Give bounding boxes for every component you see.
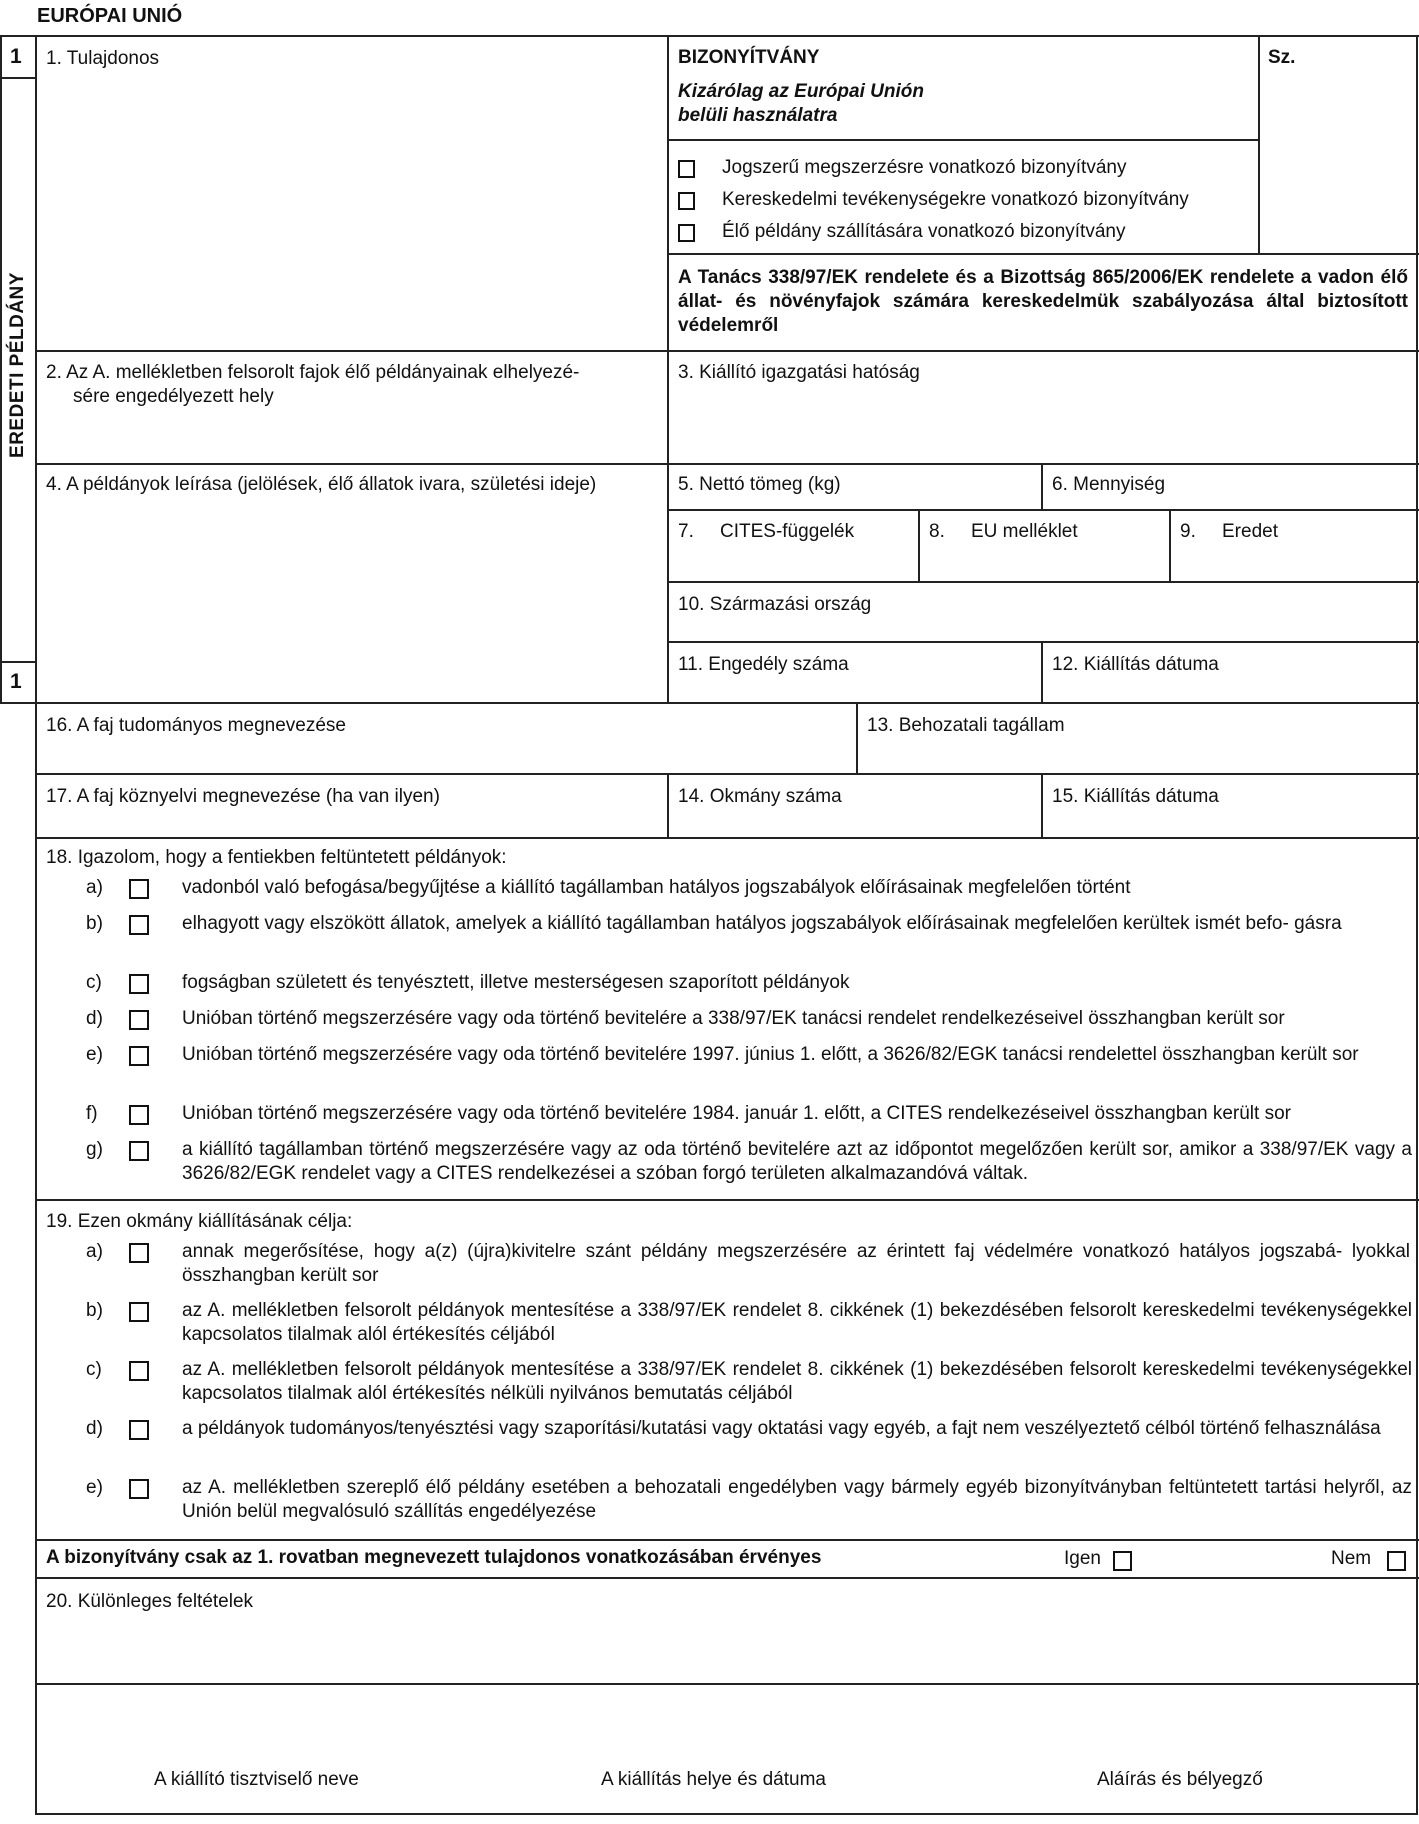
copy-number-bottom: 1 bbox=[10, 670, 22, 693]
field-8-number: 8. bbox=[929, 521, 945, 542]
frame-left-side bbox=[0, 35, 2, 704]
field-8-eu-annex[interactable] bbox=[929, 520, 1159, 544]
field-7-label: CITES-függelék bbox=[720, 521, 855, 542]
certificate-title: BIZONYÍTVÁNY bbox=[678, 47, 820, 68]
field-9-number: 9. bbox=[1180, 521, 1196, 542]
col-divider-7-8 bbox=[918, 509, 920, 582]
field-20-special-conditions[interactable]: 20. Különleges feltételek bbox=[46, 1591, 254, 1612]
certificate-type-1[interactable] bbox=[678, 156, 1258, 182]
checkbox[interactable] bbox=[129, 1479, 149, 1499]
validity-no-option[interactable] bbox=[1331, 1543, 1411, 1573]
certificate-subtitle-2: belüli használatra bbox=[678, 105, 838, 126]
field-10-country-of-origin[interactable]: 10. Származási ország bbox=[678, 594, 872, 615]
item-letter: a) bbox=[86, 877, 103, 898]
frame-left bbox=[35, 35, 37, 1815]
no-label: Nem bbox=[1331, 1548, 1372, 1569]
top-section-bottom bbox=[0, 702, 1419, 704]
field-4-description[interactable]: 4. A példányok leírása (jelölések, élő állatok ivara, születési ideje) bbox=[46, 474, 597, 495]
item-letter: b) bbox=[86, 1300, 103, 1321]
field-2-label-1: 2. Az A. mellékletben felsorolt fajok élő példányainak elhelyezé- bbox=[46, 362, 580, 383]
row-7-top bbox=[667, 509, 1419, 511]
field-3-issuing-authority[interactable]: 3. Kiállító igazgatási hatóság bbox=[678, 362, 920, 383]
item-text: a kiállító tagállamban történő megszerzésére vagy az oda történő bevitelére azt az időpontot megelőzően került sor, amikor a 338/97/EK vagy a 3626/82/EGK rendelet vagy a CITES rendelkezései a szóban forgó területen alkalmazandóvá váltak. bbox=[182, 1139, 1412, 1184]
col-divider-11-12 bbox=[1041, 641, 1043, 703]
item-letter: f) bbox=[86, 1103, 98, 1124]
checkbox[interactable] bbox=[678, 224, 695, 242]
checkbox[interactable] bbox=[1113, 1551, 1132, 1571]
signature-top bbox=[36, 1683, 1419, 1685]
certificate-type-label: Élő példány szállítására vonatkozó bizonyítvány bbox=[722, 221, 1126, 242]
checkbox[interactable] bbox=[129, 1361, 149, 1381]
field-15-issue-date[interactable]: 15. Kiállítás dátuma bbox=[1052, 786, 1219, 807]
frame-top bbox=[0, 35, 1419, 37]
item-text: Unióban történő megszerzésére vagy oda történő bevitelére 1984. január 1. előtt, a CITES rendelkezéseivel összhangban került sor bbox=[182, 1103, 1291, 1124]
row-11-top bbox=[667, 641, 1419, 643]
col-divider-16-13 bbox=[856, 703, 858, 774]
certificate-type-3[interactable] bbox=[678, 220, 1258, 246]
item-text: az A. mellékletben felsorolt példányok mentesítése a 338/97/EK rendelet 8. cikkének (1) bekezdésében felsorolt kereskedelmi tevékenységekkel kapcsolatos tilalmak alól értékesítés nélküli nyilvános bemutatás céljából bbox=[182, 1359, 1412, 1404]
field-11-permit-number[interactable]: 11. Engedély száma bbox=[678, 654, 849, 675]
col-divider-main bbox=[667, 35, 669, 703]
field-12-issue-date[interactable]: 12. Kiállítás dátuma bbox=[1052, 654, 1219, 675]
field-17-common-name[interactable]: 17. A faj köznyelvi megnevezése (ha van ilyen) bbox=[46, 786, 440, 807]
field-9-label: Eredet bbox=[1222, 521, 1278, 542]
field-9-source[interactable] bbox=[1180, 520, 1410, 544]
item-text: Unióban történő megszerzésére vagy oda történő bevitelére a 338/97/EK tanácsi rendelet rendelkezéseivel összhangban került sor bbox=[182, 1008, 1285, 1029]
col-divider-14-15 bbox=[1041, 773, 1043, 838]
field-5-net-mass[interactable]: 5. Nettó tömeg (kg) bbox=[678, 474, 841, 495]
checkbox[interactable] bbox=[129, 879, 149, 899]
item-letter: e) bbox=[86, 1477, 103, 1498]
section-19-top bbox=[36, 1199, 1419, 1201]
item-text: elhagyott vagy elszökött állatok, amelyek a kiállító tagállamban hatályos jogszabályok előírásainak megfelelően kerültek ismét befo- gásra bbox=[182, 913, 1342, 934]
frame-right bbox=[1416, 35, 1418, 1815]
row-10-top bbox=[667, 581, 1419, 583]
item-letter: a) bbox=[86, 1241, 103, 1262]
row-4-top bbox=[36, 463, 1419, 465]
item-letter: e) bbox=[86, 1044, 103, 1065]
checkbox[interactable] bbox=[129, 974, 149, 994]
side-divider-top bbox=[0, 77, 36, 79]
copy-number-top: 1 bbox=[10, 45, 22, 68]
section-18-top bbox=[36, 837, 1419, 839]
item-letter: b) bbox=[86, 913, 103, 934]
field-16-scientific-name[interactable]: 16. A faj tudományos megnevezése bbox=[46, 715, 346, 736]
field-14-document-number[interactable]: 14. Okmány száma bbox=[678, 786, 842, 807]
checkbox[interactable] bbox=[678, 192, 695, 210]
certificate-title-divider bbox=[667, 139, 1260, 141]
checkbox[interactable] bbox=[129, 1141, 149, 1161]
checkbox[interactable] bbox=[129, 1046, 149, 1066]
col-divider-17-14 bbox=[667, 773, 669, 838]
field-7-number: 7. bbox=[678, 521, 694, 542]
item-text: fogságban született és tenyésztett, illetve mesterségesen szaporított példányok bbox=[182, 972, 850, 993]
item-letter: d) bbox=[86, 1418, 103, 1439]
field-13-importing-state[interactable]: 13. Behozatali tagállam bbox=[867, 715, 1065, 736]
side-divider-bottom bbox=[0, 661, 36, 663]
section-18-title: 18. Igazolom, hogy a fentiekben feltüntetett példányok: bbox=[46, 847, 507, 868]
field-8-label: EU melléklet bbox=[971, 521, 1078, 542]
section-19-title: 19. Ezen okmány kiállításának célja: bbox=[46, 1211, 353, 1232]
official-name-label: A kiállító tisztviselő neve bbox=[154, 1769, 359, 1790]
yes-label: Igen bbox=[1064, 1548, 1101, 1569]
item-text: Unióban történő megszerzésére vagy oda történő bevitelére 1997. június 1. előtt, a 3626/82/EGK tanácsi rendelettel összhangban került sor bbox=[182, 1044, 1359, 1065]
regulation-divider bbox=[667, 253, 1419, 255]
page-title: EURÓPAI UNIÓ bbox=[37, 5, 183, 27]
place-date-label: A kiállítás helye és dátuma bbox=[601, 1769, 826, 1790]
field-2-label-2: sére engedélyezett hely bbox=[73, 386, 274, 407]
checkbox[interactable] bbox=[678, 160, 695, 178]
serial-label: Sz. bbox=[1268, 47, 1296, 68]
checkbox[interactable] bbox=[129, 915, 149, 935]
validity-statement: A bizonyítvány csak az 1. rovatban megnevezett tulajdonos vonatkozásában érvényes bbox=[46, 1547, 822, 1568]
item-text: a példányok tudományos/tenyésztési vagy szaporítási/kutatási vagy oktatási vagy egyéb, a fajt nem veszélyeztető célból történő felhasználása bbox=[182, 1418, 1381, 1439]
field-6-quantity[interactable]: 6. Mennyiség bbox=[1052, 474, 1166, 495]
checkbox[interactable] bbox=[129, 1243, 149, 1263]
certificate-type-2[interactable] bbox=[678, 188, 1258, 214]
signature-stamp-label: Aláírás és bélyegző bbox=[1097, 1769, 1263, 1790]
field-20-top bbox=[36, 1577, 1419, 1579]
serial-divider bbox=[1258, 35, 1260, 254]
regulation-text: A Tanács 338/97/EK rendelete és a Bizottság 865/2006/EK rendelete a vadon élő állat- és növényfajok számára kereskedelmük szabályozása által biztosított védelemről bbox=[678, 267, 1408, 336]
col-divider-8-9 bbox=[1169, 509, 1171, 582]
certificate-type-label: Jogszerű megszerzésre vonatkozó bizonyítvány bbox=[722, 157, 1127, 178]
row-17-top bbox=[36, 773, 1419, 775]
checkbox[interactable] bbox=[129, 1105, 149, 1125]
item-text: az A. mellékletben szereplő élő példány esetében a behozatali engedélyben vagy bármely egyéb bizonyítványban feltüntetett tartási helyről, az Unión belül megvalósuló szállítás engedélyezése bbox=[182, 1477, 1412, 1522]
checkbox[interactable] bbox=[1387, 1551, 1406, 1571]
item-text: annak megerősítése, hogy a(z) (újra)kivitelre szánt példány megszerzésére az érintett faj védelmére vonatkozó hatályos jogszabá- lyokkal összhangban került sor bbox=[182, 1241, 1410, 1286]
validity-yes-option[interactable] bbox=[1064, 1543, 1134, 1573]
item-letter: c) bbox=[86, 1359, 102, 1380]
copy-label-vertical: EREDETI PÉLDÁNY bbox=[7, 272, 28, 458]
frame-bottom bbox=[35, 1813, 1418, 1815]
checkbox[interactable] bbox=[129, 1010, 149, 1030]
item-letter: d) bbox=[86, 1008, 103, 1029]
checkbox[interactable] bbox=[129, 1302, 149, 1322]
checkbox[interactable] bbox=[129, 1420, 149, 1440]
row-2-top bbox=[36, 350, 1419, 352]
certificate-type-label: Kereskedelmi tevékenységekre vonatkozó bizonyítvány bbox=[722, 189, 1189, 210]
certificate-subtitle-1: Kizárólag az Európai Unión bbox=[678, 81, 924, 102]
item-letter: g) bbox=[86, 1139, 103, 1160]
field-7-cites-appendix[interactable] bbox=[678, 520, 908, 544]
item-text: vadonból való befogása/begyűjtése a kiállító tagállamban hatályos jogszabályok előírásainak megfelelően történt bbox=[182, 877, 1131, 898]
field-1-owner[interactable]: 1. Tulajdonos bbox=[46, 48, 160, 69]
item-letter: c) bbox=[86, 972, 102, 993]
item-text: az A. mellékletben felsorolt példányok mentesítése a 338/97/EK rendelet 8. cikkének (1) bekezdésében felsorolt kereskedelmi tevékenységekkel kapcsolatos tilalmak alól értékesítés céljából bbox=[182, 1300, 1412, 1345]
col-divider-5-6 bbox=[1041, 463, 1043, 510]
